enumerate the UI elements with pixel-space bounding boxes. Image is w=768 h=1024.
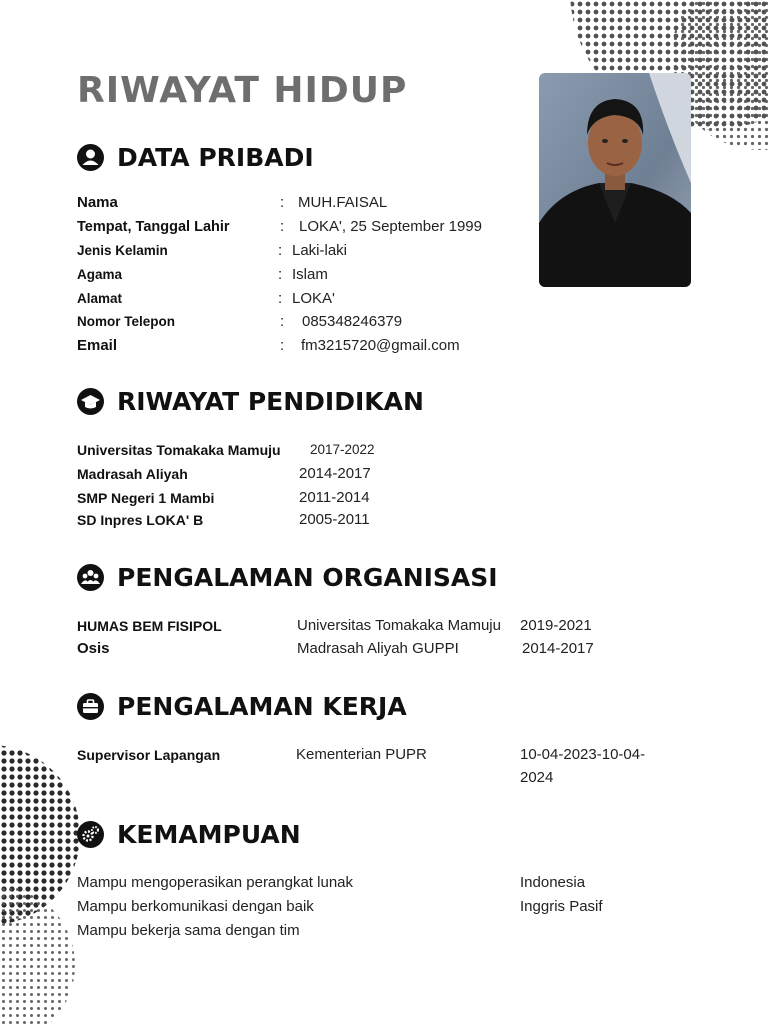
field-colon: : [280,313,285,330]
section-pendidikan [77,388,424,415]
graduation-cap-icon [77,388,104,415]
field-value: Islam [292,266,328,283]
field-label: Nama [77,194,118,211]
field-label: Nomor Telepon [77,314,176,329]
section-title: RIWAYAT PENDIDIKAN [117,387,424,416]
field-colon: : [280,194,285,211]
language-item: Inggris Pasif [520,898,603,915]
field-label: Agama [77,267,123,282]
briefcase-icon [77,693,104,720]
field-value: LOKA' [292,290,335,307]
section-title: KEMAMPUAN [117,820,301,849]
field-label: Email [77,337,118,354]
organization-years: 2014-2017 [522,640,594,657]
profile-photo [539,73,691,287]
page-title: RIWAYAT HIDUP [77,70,408,111]
work-period: 10-04-2023-10-04- [520,746,646,763]
section-title: PENGALAMAN KERJA [117,692,407,721]
group-icon [77,564,104,591]
field-value: fm3215720@gmail.com [301,337,460,354]
organization-name: Osis [77,640,110,657]
work-role: Supervisor Lapangan [77,747,221,763]
field-label: Tempat, Tanggal Lahir [77,219,230,235]
field-colon: : [280,337,285,354]
section-title: PENGALAMAN ORGANISASI [117,563,498,592]
school-name: SMP Negeri 1 Mambi [77,490,215,506]
halftone-decoration-bottom-left [0,725,80,1024]
field-colon: : [280,218,285,235]
field-colon: : [278,266,283,283]
education-years: 2005-2011 [299,511,370,528]
school-name: SD Inpres LOKA' B [77,512,204,528]
gears-icon [77,821,104,848]
field-value: 085348246379 [302,313,403,330]
user-icon [77,144,104,171]
work-period: 2024 [520,769,554,786]
organization-years: 2019-2021 [520,617,592,634]
language-item: Indonesia [520,874,586,891]
organization-place: Madrasah Aliyah GUPPI [297,640,459,657]
section-kerja [77,693,407,720]
section-title: DATA PRIBADI [117,143,314,172]
field-label: Alamat [77,291,123,306]
work-place: Kementerian PUPR [296,746,427,763]
field-label: Jenis Kelamin [77,243,168,258]
field-value: MUH.FAISAL [298,194,388,211]
section-data-pribadi [77,144,314,171]
skill-item: Mampu berkomunikasi dengan baik [77,898,314,915]
education-years: 2017-2022 [310,442,375,457]
organization-place: Universitas Tomakaka Mamuju [297,617,501,634]
organization-name: HUMAS BEM FISIPOL [77,618,222,634]
section-organisasi [77,564,498,591]
field-colon: : [278,242,283,259]
field-value: LOKA', 25 September 1999 [299,218,482,235]
school-name: Universitas Tomakaka Mamuju [77,442,281,458]
school-name: Madrasah Aliyah [77,466,188,482]
skill-item: Mampu mengoperasikan perangkat lunak [77,874,353,891]
field-colon: : [278,290,283,307]
section-kemampuan [77,821,301,848]
education-years: 2011-2014 [299,489,370,506]
field-value: Laki-laki [292,242,348,259]
education-years: 2014-2017 [299,465,371,482]
skill-item: Mampu bekerja sama dengan tim [77,922,300,939]
